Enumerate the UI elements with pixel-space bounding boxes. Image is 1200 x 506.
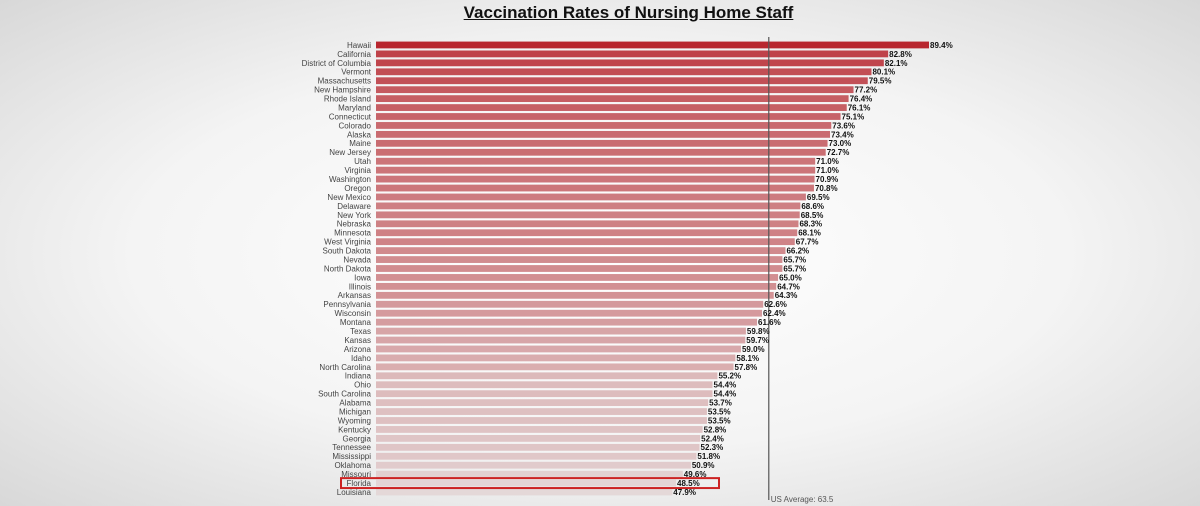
- value-label: 65.7%: [783, 264, 807, 274]
- bar: [376, 42, 929, 49]
- value-label: 59.0%: [741, 344, 765, 354]
- state-label: Arizona: [343, 344, 371, 354]
- value-label: 62.6%: [764, 300, 787, 310]
- bar: [376, 131, 830, 138]
- value-label: 75.1%: [841, 112, 865, 122]
- bar: [376, 194, 806, 201]
- state-label: Georgia: [342, 434, 371, 444]
- bar: [376, 453, 696, 460]
- state-label: West Virginia: [324, 237, 371, 247]
- value-label: 51.8%: [697, 452, 721, 462]
- state-label: New York: [337, 210, 371, 220]
- bar: [376, 292, 774, 299]
- value-label: 79.5%: [868, 76, 892, 86]
- state-label: Louisiana: [336, 487, 371, 497]
- state-label: Colorado: [338, 121, 371, 131]
- state-label: Maine: [349, 139, 371, 149]
- value-label: 71.0%: [816, 157, 839, 167]
- bar: [376, 86, 854, 93]
- value-label: 73.0%: [828, 139, 852, 149]
- state-label: Massachusetts: [317, 76, 371, 86]
- bar: [376, 444, 700, 451]
- bar: [376, 95, 849, 102]
- bar: [376, 51, 888, 58]
- value-label: 65.0%: [779, 273, 802, 283]
- bar: [376, 185, 814, 192]
- state-label: Oklahoma: [334, 461, 371, 471]
- bar: [376, 238, 795, 245]
- value-label: 73.4%: [831, 130, 854, 140]
- bar: [376, 59, 884, 66]
- state-label: Indiana: [344, 371, 371, 381]
- bar: [376, 140, 828, 147]
- value-label: 47.9%: [673, 487, 696, 497]
- value-label: 62.4%: [762, 309, 786, 319]
- state-label: Wyoming: [337, 416, 371, 426]
- state-label: Delaware: [337, 201, 371, 211]
- state-label: Ohio: [354, 380, 371, 390]
- state-label: Utah: [354, 157, 371, 167]
- state-label: North Carolina: [319, 362, 371, 372]
- value-label: 68.5%: [800, 210, 824, 220]
- bar: [376, 328, 746, 335]
- value-label: 82.1%: [884, 58, 908, 68]
- value-label: 64.3%: [774, 291, 798, 301]
- bar: [376, 77, 868, 84]
- state-label: California: [337, 49, 371, 59]
- value-label: 65.7%: [783, 255, 807, 265]
- bars-layer: [376, 42, 929, 496]
- bar: [376, 176, 815, 183]
- value-label: 76.1%: [847, 103, 871, 113]
- state-label: New Jersey: [329, 148, 371, 158]
- bar: [376, 301, 763, 308]
- state-label: Montana: [339, 318, 371, 328]
- state-label: Missouri: [341, 470, 371, 480]
- bar: [376, 283, 776, 290]
- bar: [376, 408, 707, 415]
- state-label: Virginia: [344, 166, 371, 176]
- value-label: 54.4%: [713, 380, 737, 390]
- state-label: Connecticut: [328, 112, 371, 122]
- state-label: Pennsylvania: [323, 300, 371, 310]
- value-label: 69.5%: [806, 192, 830, 202]
- bar: [376, 113, 841, 120]
- bar: [376, 229, 797, 236]
- value-label: 50.9%: [691, 461, 715, 471]
- bar: [376, 337, 745, 344]
- bar: [376, 346, 741, 353]
- state-label: New Mexico: [327, 192, 371, 202]
- bar: [376, 122, 831, 129]
- state-label: Michigan: [338, 407, 371, 417]
- value-label: 82.8%: [889, 49, 912, 59]
- value-label: 61.6%: [758, 318, 781, 328]
- state-label: District of Columbia: [301, 58, 371, 68]
- value-label: 59.8%: [746, 326, 770, 336]
- state-label: Iowa: [354, 273, 371, 283]
- value-label: 57.8%: [734, 362, 758, 372]
- bar: [376, 274, 778, 281]
- bar: [376, 390, 713, 397]
- state-label: Minnesota: [334, 228, 371, 238]
- bar: [376, 310, 762, 317]
- value-label: 70.9%: [815, 174, 839, 184]
- value-label: 59.7%: [746, 335, 769, 345]
- state-label: Florida: [346, 478, 371, 488]
- bar: [376, 265, 782, 272]
- value-label: 54.4%: [713, 389, 737, 399]
- value-label: 48.5%: [677, 478, 700, 488]
- state-label: Texas: [350, 326, 371, 336]
- bar: [376, 381, 713, 388]
- value-label: 53.5%: [707, 416, 731, 426]
- bar: [376, 435, 700, 442]
- value-label: 71.0%: [816, 166, 839, 176]
- state-label: Kentucky: [338, 425, 371, 435]
- value-label: 68.1%: [798, 228, 821, 238]
- value-label: 89.4%: [930, 40, 953, 50]
- value-label: 76.4%: [849, 94, 873, 104]
- bar: [376, 104, 847, 111]
- state-label: Nevada: [343, 255, 371, 265]
- value-label: 55.2%: [718, 371, 742, 381]
- bar: [376, 158, 815, 165]
- value-label: 53.5%: [707, 407, 731, 417]
- state-label: Kansas: [344, 335, 371, 345]
- state-label: Oregon: [344, 183, 371, 193]
- state-label: Arkansas: [337, 291, 371, 301]
- value-label: 68.3%: [799, 219, 823, 229]
- state-label: Nebraska: [336, 219, 371, 229]
- value-label: 49.6%: [683, 470, 707, 480]
- value-label: 73.6%: [832, 121, 855, 131]
- bar: [376, 68, 871, 75]
- chart-title: Vaccination Rates of Nursing Home Staff: [463, 3, 794, 22]
- state-label: Mississippi: [332, 452, 371, 462]
- bar: [376, 203, 800, 210]
- bar: [376, 256, 782, 263]
- state-label: New Hampshire: [314, 85, 371, 95]
- state-label: Alaska: [346, 130, 371, 140]
- value-label: 67.7%: [795, 237, 819, 247]
- value-label: 52.8%: [703, 425, 727, 435]
- state-label: Hawaii: [346, 40, 371, 50]
- state-label: South Dakota: [322, 246, 371, 256]
- bar: [376, 167, 815, 174]
- bar: [376, 471, 683, 478]
- value-label: 53.7%: [709, 398, 732, 408]
- state-label: Washington: [329, 174, 371, 184]
- state-label: Vermont: [341, 67, 371, 77]
- value-label: 58.1%: [736, 353, 760, 363]
- bar: [376, 426, 703, 433]
- state-label: Illinois: [348, 282, 371, 292]
- state-label: South Carolina: [318, 389, 371, 399]
- bar: [376, 211, 800, 218]
- value-label: 70.8%: [814, 183, 838, 193]
- bar: [376, 363, 734, 370]
- bar: [376, 247, 785, 254]
- value-label: 80.1%: [872, 67, 896, 77]
- value-label: 68.6%: [801, 201, 825, 211]
- state-label: Wisconsin: [334, 309, 371, 319]
- state-label: North Dakota: [323, 264, 371, 274]
- bar: [376, 220, 798, 227]
- value-label: 52.4%: [701, 434, 724, 444]
- value-label: 64.7%: [777, 282, 800, 292]
- bar: [376, 399, 708, 406]
- bar: [376, 319, 757, 326]
- value-label: 52.3%: [700, 443, 724, 453]
- average-label: US Average: 63.5: [770, 495, 834, 504]
- state-label: Idaho: [350, 353, 371, 363]
- value-label: 66.2%: [786, 246, 810, 256]
- bar: [376, 489, 672, 496]
- bar: [376, 372, 717, 379]
- bar: [376, 149, 826, 156]
- bar: [376, 417, 707, 424]
- state-label: Tennessee: [332, 443, 371, 453]
- state-label: Rhode Island: [323, 94, 371, 104]
- state-label: Alabama: [339, 398, 371, 408]
- bar: [376, 480, 676, 487]
- value-label: 77.2%: [854, 85, 878, 95]
- value-label: 72.7%: [826, 148, 850, 158]
- bar: [376, 355, 735, 362]
- bar: [376, 462, 691, 469]
- state-label: Maryland: [338, 103, 371, 113]
